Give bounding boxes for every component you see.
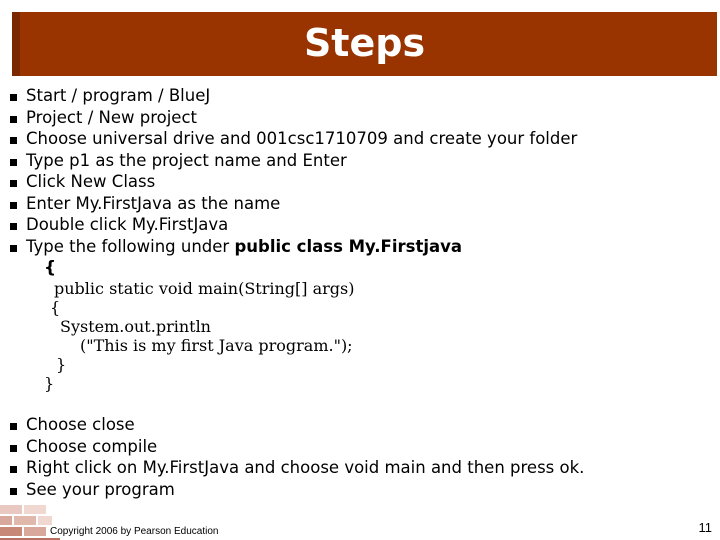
bullet-item bbox=[0, 457, 720, 479]
bullet-item-type-following bbox=[0, 236, 720, 258]
bullet-square-icon bbox=[10, 445, 17, 452]
bullet-square-icon bbox=[10, 488, 17, 495]
code-outer-close-brace: } bbox=[44, 374, 55, 393]
bullet-text: Start / program / BlueJ bbox=[26, 86, 211, 105]
bullet-square-icon bbox=[10, 180, 17, 187]
bullet-square-icon bbox=[10, 202, 17, 209]
code-inner-open-brace: { bbox=[50, 298, 61, 317]
bullet-item bbox=[0, 171, 720, 193]
bullet-text: Type p1 as the project name and Enter bbox=[26, 150, 347, 170]
bullet-text-bold: public class My.Firstjava bbox=[234, 236, 463, 256]
bullet-square-icon bbox=[10, 94, 17, 101]
bullet-item bbox=[0, 214, 720, 236]
bullet-item bbox=[0, 150, 720, 172]
bullet-square-icon bbox=[10, 423, 17, 430]
bullet-item bbox=[0, 128, 720, 150]
code-inner-close-brace: } bbox=[56, 355, 67, 374]
bullet-square-icon bbox=[10, 137, 17, 144]
page-number: 11 bbox=[698, 520, 712, 535]
bullet-text: Enter My.FirstJava as the name bbox=[26, 193, 281, 213]
bullet-text bbox=[26, 236, 462, 258]
bullet-item bbox=[0, 436, 720, 458]
bullet-item bbox=[0, 193, 720, 215]
code-println-argument: ("This is my first Java program."); bbox=[80, 336, 353, 355]
bullet-text: Right click on My.FirstJava and choose void main and then press ok. bbox=[26, 458, 585, 477]
code-println: System.out.println bbox=[60, 317, 211, 336]
slide-title: Steps bbox=[303, 21, 426, 65]
bullet-text: Choose close bbox=[26, 415, 135, 434]
bullet-square-icon bbox=[10, 159, 17, 166]
bullet-square-icon bbox=[10, 466, 17, 473]
bullet-item bbox=[0, 85, 720, 107]
code-method-signature: public static void main(String[] args) bbox=[54, 279, 355, 298]
bullet-text: Double click My.FirstJava bbox=[26, 215, 229, 234]
bullet-text: Choose universal drive and 001csc1710709 and create your folder bbox=[26, 129, 578, 148]
bullet-item bbox=[0, 107, 720, 129]
bullet-square-icon bbox=[10, 116, 17, 123]
bullet-text: See your program bbox=[26, 479, 175, 499]
bullet-square-icon bbox=[10, 223, 17, 230]
code-open-brace: { bbox=[44, 258, 57, 278]
title-bar bbox=[12, 12, 717, 76]
bullet-item bbox=[0, 414, 720, 436]
bullet-text: Project / New project bbox=[26, 107, 198, 127]
bullet-text: Choose compile bbox=[26, 436, 158, 456]
bullet-square-icon bbox=[10, 245, 17, 252]
bullet-item bbox=[0, 479, 720, 501]
footer-copyright: Copyright 2006 by Pearson Education bbox=[50, 526, 219, 537]
bullet-text-prefix: Type the following under bbox=[26, 236, 235, 256]
bullet-text: Click New Class bbox=[26, 172, 156, 191]
